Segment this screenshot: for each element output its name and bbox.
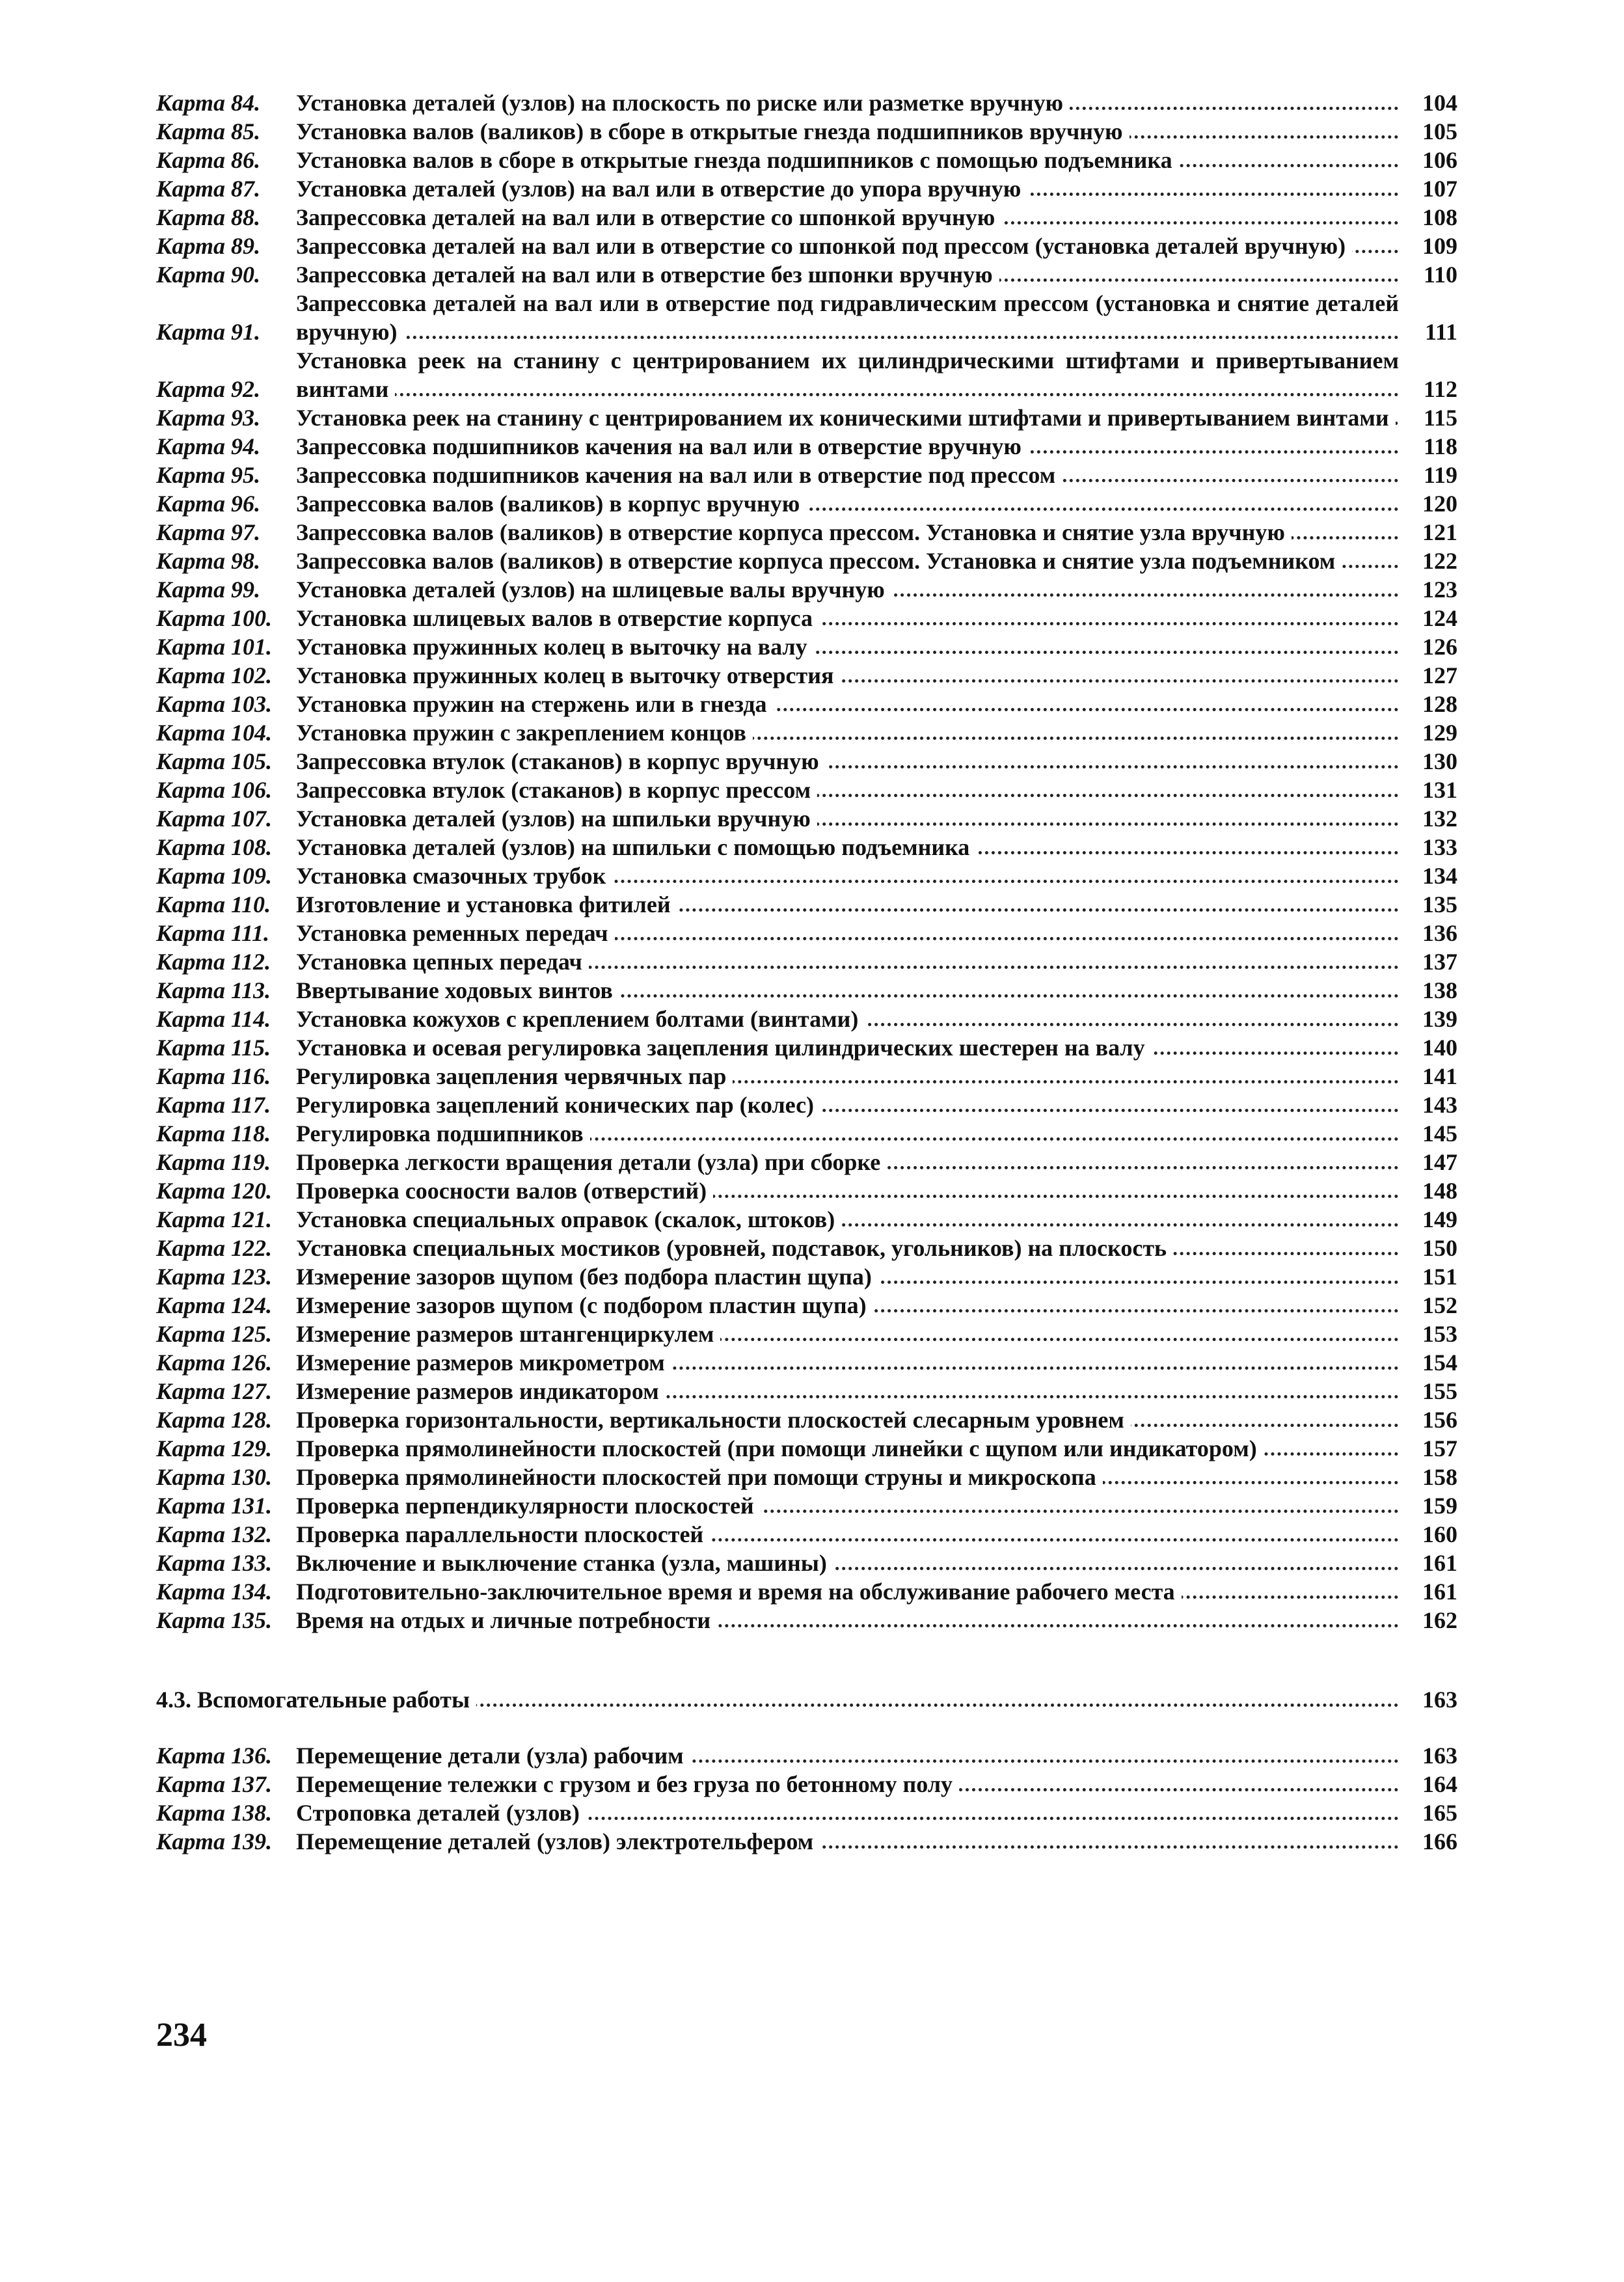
toc-entry-label: Карта 115. bbox=[156, 1035, 271, 1061]
toc-list-auxiliary bbox=[156, 1741, 1457, 1856]
toc-entry-title bbox=[296, 776, 1399, 804]
toc-entry-title bbox=[296, 1491, 1399, 1520]
toc-entry-title bbox=[296, 890, 1399, 919]
toc-entry-title-text: Запрессовка деталей на вал или в отверстие со шпонкой под прессом (установка деталей вручную) bbox=[296, 233, 1352, 259]
toc-entry-label: Карта 102. bbox=[156, 662, 272, 688]
toc-entry-label: Карта 128. bbox=[156, 1407, 272, 1433]
toc-entry-label: Карта 139. bbox=[156, 1828, 272, 1854]
toc-entry-page-number: 139 bbox=[1422, 1006, 1457, 1032]
toc-entry bbox=[156, 1291, 1457, 1320]
toc-entry-page-number: 134 bbox=[1422, 863, 1457, 889]
toc-entry-page-number: 132 bbox=[1422, 806, 1457, 832]
toc-entry-title bbox=[296, 1406, 1399, 1434]
toc-entry-page-number: 112 bbox=[1423, 376, 1457, 402]
table-of-contents bbox=[156, 88, 1457, 1856]
toc-entry-title bbox=[296, 260, 1399, 289]
toc-entry-title-text: Регулировка зацепления червячных пар bbox=[296, 1063, 733, 1089]
toc-entry bbox=[156, 432, 1457, 461]
toc-entry-title bbox=[296, 976, 1399, 1005]
toc-entry-title-text: Проверка прямолинейности плоскостей (при помощи линейки с щупом или индикатором) bbox=[296, 1435, 1264, 1461]
toc-entry bbox=[156, 203, 1457, 232]
toc-entry-title-text: Измерение размеров индикатором bbox=[296, 1378, 666, 1404]
toc-entry-page-number: 120 bbox=[1422, 491, 1457, 517]
toc-entry bbox=[156, 117, 1457, 146]
toc-entry-title bbox=[296, 1005, 1399, 1033]
toc-entry-title bbox=[296, 547, 1399, 575]
toc-entry-title bbox=[296, 289, 1399, 346]
toc-entry-title-text: Запрессовка валов (валиков) в отверстие корпуса прессом. Установка и снятие узла подъемником bbox=[296, 548, 1342, 574]
toc-entry-title-text: Установка пружин на стержень или в гнезда bbox=[296, 691, 774, 717]
toc-entry-title-text: Запрессовка подшипников качения на вал или в отверстие вручную bbox=[296, 433, 1028, 459]
toc-entry-label: Карта 94. bbox=[156, 433, 260, 459]
toc-entry-title bbox=[296, 1377, 1399, 1406]
toc-entry-title bbox=[296, 1320, 1399, 1348]
toc-entry-label: Карта 137. bbox=[156, 1771, 272, 1797]
toc-entry-label: Карта 132. bbox=[156, 1521, 272, 1547]
toc-entry-page-number: 161 bbox=[1422, 1579, 1457, 1605]
toc-entry bbox=[156, 1119, 1457, 1148]
section-title-text: 4.3. Вспомогательные работы bbox=[156, 1687, 476, 1713]
toc-entry-title-text: Запрессовка валов (валиков) в отверстие корпуса прессом. Установка и снятие узла вручную bbox=[296, 519, 1292, 545]
toc-entry-title bbox=[296, 1119, 1399, 1148]
toc-entry-title bbox=[296, 833, 1399, 862]
toc-entry-label: Карта 92. bbox=[156, 376, 260, 402]
toc-entry-title bbox=[296, 1176, 1399, 1205]
toc-entry-label: Карта 126. bbox=[156, 1350, 272, 1376]
toc-entry bbox=[156, 804, 1457, 833]
toc-entry-title-text: Проверка легкости вращения детали (узла) при сборке bbox=[296, 1149, 887, 1175]
toc-entry bbox=[156, 1770, 1457, 1799]
toc-entry-page-number: 164 bbox=[1422, 1771, 1457, 1797]
toc-entry-title-text: Установка реек на станину с центрированием их цилиндрическими штифтами и привертыванием винтами bbox=[296, 347, 1399, 402]
toc-entry bbox=[156, 1434, 1457, 1463]
toc-entry-title-text: Запрессовка деталей на вал или в отверстие со шпонкой вручную bbox=[296, 204, 1001, 230]
toc-entry-label: Карта 89. bbox=[156, 233, 260, 259]
toc-entry-title bbox=[296, 1741, 1399, 1770]
toc-entry bbox=[156, 174, 1457, 203]
toc-entry-title-text: Установка специальных оправок (скалок, штоков) bbox=[296, 1206, 841, 1232]
toc-entry-page-number: 162 bbox=[1422, 1607, 1457, 1633]
section-page-number: 163 bbox=[1422, 1687, 1457, 1713]
toc-entry-page-number: 115 bbox=[1423, 405, 1457, 431]
toc-entry-label: Карта 111. bbox=[156, 920, 269, 946]
section-title bbox=[156, 1685, 1399, 1714]
toc-entry-title-text: Установка кожухов с креплением болтами (винтами) bbox=[296, 1006, 865, 1032]
toc-entry-title-text: Установка деталей (узлов) на шпильки вручную bbox=[296, 806, 817, 832]
toc-entry-label: Карта 124. bbox=[156, 1292, 272, 1318]
toc-entry-title bbox=[296, 747, 1399, 776]
toc-entry-label: Карта 120. bbox=[156, 1178, 272, 1204]
toc-entry-title bbox=[296, 1234, 1399, 1262]
toc-entry-page-number: 111 bbox=[1424, 319, 1457, 345]
toc-entry-label: Карта 138. bbox=[156, 1800, 272, 1826]
toc-entry bbox=[156, 1520, 1457, 1549]
toc-entry bbox=[156, 1148, 1457, 1176]
toc-entry-page-number: 105 bbox=[1422, 118, 1457, 144]
toc-entry-title bbox=[296, 604, 1399, 632]
toc-entry-label: Карта 91. bbox=[156, 319, 260, 345]
toc-entry-label: Карта 90. bbox=[156, 262, 260, 288]
toc-entry bbox=[156, 1491, 1457, 1520]
toc-entry-page-number: 110 bbox=[1423, 262, 1457, 288]
toc-entry bbox=[156, 146, 1457, 174]
toc-entry-page-number: 151 bbox=[1422, 1264, 1457, 1290]
page-number: 234 bbox=[156, 2017, 207, 2054]
toc-entry-title-text: Установка реек на станину с центрированием их коническими штифтами и привертыванием винтами bbox=[296, 405, 1396, 431]
toc-entry-label: Карта 127. bbox=[156, 1378, 272, 1404]
toc-entry-label: Карта 112. bbox=[156, 949, 271, 975]
toc-entry bbox=[156, 88, 1457, 117]
toc-entry bbox=[156, 1377, 1457, 1406]
toc-entry-page-number: 159 bbox=[1422, 1493, 1457, 1519]
toc-entry bbox=[156, 489, 1457, 518]
toc-entry-page-number: 147 bbox=[1422, 1149, 1457, 1175]
toc-entry-page-number: 138 bbox=[1422, 977, 1457, 1003]
toc-entry-label: Карта 103. bbox=[156, 691, 272, 717]
toc-entry bbox=[156, 575, 1457, 604]
toc-entry-label: Карта 97. bbox=[156, 519, 260, 545]
toc-entry-title-text: Перемещение деталей (узлов) электротельфером bbox=[296, 1828, 820, 1854]
toc-entry-page-number: 145 bbox=[1422, 1121, 1457, 1147]
toc-entry-page-number: 136 bbox=[1422, 920, 1457, 946]
toc-entry-title-text: Запрессовка втулок (стаканов) в корпус вручную bbox=[296, 748, 826, 774]
toc-entry-title-text: Запрессовка втулок (стаканов) в корпус прессом bbox=[296, 777, 817, 803]
toc-entry-page-number: 124 bbox=[1422, 605, 1457, 631]
toc-entry-title bbox=[296, 862, 1399, 890]
toc-entry-page-number: 127 bbox=[1422, 662, 1457, 688]
toc-entry-page-number: 143 bbox=[1422, 1092, 1457, 1118]
toc-entry-page-number: 119 bbox=[1423, 462, 1457, 488]
toc-entry-page-number: 123 bbox=[1422, 577, 1457, 603]
toc-entry bbox=[156, 1827, 1457, 1856]
toc-entry bbox=[156, 1176, 1457, 1205]
toc-entry-title bbox=[296, 1205, 1399, 1234]
toc-entry bbox=[156, 1463, 1457, 1491]
toc-entry-title-text: Установка валов в сборе в открытые гнезда подшипников с помощью подъемника bbox=[296, 147, 1179, 173]
toc-entry-title bbox=[296, 403, 1399, 432]
toc-entry-page-number: 137 bbox=[1422, 949, 1457, 975]
toc-entry-label: Карта 107. bbox=[156, 806, 272, 832]
toc-entry-label: Карта 136. bbox=[156, 1743, 272, 1769]
toc-entry-label: Карта 100. bbox=[156, 605, 272, 631]
toc-entry bbox=[156, 976, 1457, 1005]
toc-entry-title bbox=[296, 88, 1399, 117]
toc-entry-title-text: Измерение размеров микрометром bbox=[296, 1350, 671, 1376]
toc-entry-page-number: 131 bbox=[1422, 777, 1457, 803]
toc-entry-title bbox=[296, 1291, 1399, 1320]
toc-entry bbox=[156, 403, 1457, 432]
toc-entry-label: Карта 131. bbox=[156, 1493, 272, 1519]
toc-entry-title-text: Установка ременных передач bbox=[296, 920, 615, 946]
toc-entry-title-text: Проверка прямолинейности плоскостей при помощи струны и микроскопа bbox=[296, 1464, 1103, 1490]
toc-entry-label: Карта 99. bbox=[156, 577, 260, 603]
toc-entry bbox=[156, 1799, 1457, 1827]
toc-entry-title-text: Запрессовка деталей на вал или в отверстие под гидравлическим прессом (установка и снятие деталей вручную) bbox=[296, 290, 1399, 345]
toc-entry-label: Карта 109. bbox=[156, 863, 272, 889]
toc-entry-title-text: Ввертывание ходовых винтов bbox=[296, 977, 619, 1003]
toc-entry-label: Карта 130. bbox=[156, 1464, 272, 1490]
toc-entry-title-text: Строповка деталей (узлов) bbox=[296, 1800, 586, 1826]
toc-entry bbox=[156, 289, 1457, 346]
toc-entry-page-number: 118 bbox=[1423, 433, 1457, 459]
toc-entry-title-text: Установка деталей (узлов) на шлицевые валы вручную bbox=[296, 577, 891, 603]
toc-entry-label: Карта 133. bbox=[156, 1550, 272, 1576]
toc-entry-label: Карта 121. bbox=[156, 1206, 272, 1232]
toc-entry-label: Карта 106. bbox=[156, 777, 272, 803]
toc-entry-title bbox=[296, 1348, 1399, 1377]
toc-entry-title-text: Установка пружинных колец в выточку на валу bbox=[296, 634, 814, 660]
toc-entry-title bbox=[296, 690, 1399, 718]
toc-entry bbox=[156, 1262, 1457, 1291]
toc-entry bbox=[156, 661, 1457, 690]
toc-entry-label: Карта 135. bbox=[156, 1607, 272, 1633]
toc-entry-title bbox=[296, 661, 1399, 690]
toc-entry-title bbox=[296, 174, 1399, 203]
toc-entry-title-text: Проверка параллельности плоскостей bbox=[296, 1521, 710, 1547]
toc-entry bbox=[156, 1033, 1457, 1062]
toc-entry-title bbox=[296, 1033, 1399, 1062]
toc-entry-label: Карта 110. bbox=[156, 891, 271, 917]
toc-entry-title-text: Установка деталей (узлов) на плоскость по риске или разметке вручную bbox=[296, 90, 1070, 116]
toc-entry-page-number: 156 bbox=[1422, 1407, 1457, 1433]
toc-entry-title-text: Измерение зазоров щупом (с подбором пластин щупа) bbox=[296, 1292, 873, 1318]
toc-entry bbox=[156, 547, 1457, 575]
toc-entry-page-number: 126 bbox=[1422, 634, 1457, 660]
toc-entry-page-number: 166 bbox=[1422, 1828, 1457, 1854]
toc-entry-page-number: 150 bbox=[1422, 1235, 1457, 1261]
toc-entry-title-text: Регулировка подшипников bbox=[296, 1121, 590, 1147]
toc-entry-page-number: 149 bbox=[1422, 1206, 1457, 1232]
toc-entry-page-number: 153 bbox=[1422, 1321, 1457, 1347]
toc-entry-title-text: Проверка соосности валов (отверстий) bbox=[296, 1178, 713, 1204]
toc-entry-label: Карта 101. bbox=[156, 634, 272, 660]
toc-entry-label: Карта 104. bbox=[156, 720, 272, 746]
toc-entry-title-text: Регулировка зацеплений конических пар (колес) bbox=[296, 1092, 820, 1118]
toc-entry-page-number: 128 bbox=[1422, 691, 1457, 717]
toc-entry bbox=[156, 232, 1457, 260]
toc-entry bbox=[156, 1549, 1457, 1577]
toc-entry-title-text: Перемещение детали (узла) рабочим bbox=[296, 1743, 690, 1769]
toc-entry-title-text: Установка шлицевых валов в отверстие корпуса bbox=[296, 605, 819, 631]
toc-entry-title bbox=[296, 1434, 1399, 1463]
toc-entry bbox=[156, 747, 1457, 776]
toc-entry-page-number: 140 bbox=[1422, 1035, 1457, 1061]
toc-entry bbox=[156, 1234, 1457, 1262]
toc-entry bbox=[156, 1348, 1457, 1377]
toc-entry-page-number: 104 bbox=[1422, 90, 1457, 116]
toc-entry-label: Карта 113. bbox=[156, 977, 271, 1003]
toc-entry-page-number: 152 bbox=[1422, 1292, 1457, 1318]
toc-entry-label: Карта 88. bbox=[156, 204, 260, 230]
toc-entry-title bbox=[296, 1148, 1399, 1176]
toc-entry-title-text: Запрессовка подшипников качения на вал или в отверстие под прессом bbox=[296, 462, 1062, 488]
toc-entry-title-text: Перемещение тележки с грузом и без груза по бетонному полу bbox=[296, 1771, 959, 1797]
toc-entry-page-number: 133 bbox=[1422, 834, 1457, 860]
toc-entry bbox=[156, 1205, 1457, 1234]
toc-entry-title bbox=[296, 203, 1399, 232]
toc-entry-page-number: 106 bbox=[1422, 147, 1457, 173]
toc-entry-page-number: 130 bbox=[1422, 748, 1457, 774]
toc-entry bbox=[156, 1741, 1457, 1770]
toc-entry-title bbox=[296, 232, 1399, 260]
toc-entry-label: Карта 129. bbox=[156, 1435, 272, 1461]
toc-entry-page-number: 129 bbox=[1422, 720, 1457, 746]
toc-entry bbox=[156, 862, 1457, 890]
toc-entry-title bbox=[296, 1062, 1399, 1091]
toc-entry-label: Карта 119. bbox=[156, 1149, 271, 1175]
toc-entry bbox=[156, 1320, 1457, 1348]
toc-entry-title bbox=[296, 1520, 1399, 1549]
toc-entry bbox=[156, 890, 1457, 919]
toc-entry bbox=[156, 776, 1457, 804]
toc-entry-page-number: 148 bbox=[1422, 1178, 1457, 1204]
toc-entry-title-text: Включение и выключение станка (узла, машины) bbox=[296, 1550, 833, 1576]
toc-entry-title-text: Установка и осевая регулировка зацепления цилиндрических шестерен на валу bbox=[296, 1035, 1152, 1061]
toc-entry-title bbox=[296, 1827, 1399, 1856]
toc-entry-page-number: 163 bbox=[1422, 1743, 1457, 1769]
toc-entry-title-text: Установка смазочных трубок bbox=[296, 863, 612, 889]
toc-entry-page-number: 121 bbox=[1422, 519, 1457, 545]
toc-entry bbox=[156, 604, 1457, 632]
toc-entry-label: Карта 125. bbox=[156, 1321, 272, 1347]
toc-entry-title-text: Запрессовка валов (валиков) в корпус вручную bbox=[296, 491, 806, 517]
toc-entry-title bbox=[296, 1262, 1399, 1291]
toc-entry bbox=[156, 690, 1457, 718]
toc-entry-label: Карта 108. bbox=[156, 834, 272, 860]
toc-entry-title bbox=[296, 804, 1399, 833]
toc-entry-label: Карта 122. bbox=[156, 1235, 272, 1261]
toc-entry-page-number: 157 bbox=[1422, 1435, 1457, 1461]
toc-entry-title-text: Измерение зазоров щупом (без подбора пластин щупа) bbox=[296, 1264, 878, 1290]
toc-entry-page-number: 160 bbox=[1422, 1521, 1457, 1547]
toc-entry-title bbox=[296, 432, 1399, 461]
toc-entry-title-text: Установка специальных мостиков (уровней, подставок, угольников) на плоскость bbox=[296, 1235, 1173, 1261]
toc-entry-page-number: 109 bbox=[1422, 233, 1457, 259]
toc-entry-title-text: Установка пружин с закреплением концов bbox=[296, 720, 753, 746]
toc-entry-title bbox=[296, 117, 1399, 146]
toc-entry-label: Карта 117. bbox=[156, 1092, 271, 1118]
toc-entry-title bbox=[296, 632, 1399, 661]
toc-entry-label: Карта 105. bbox=[156, 748, 272, 774]
toc-entry-label: Карта 123. bbox=[156, 1264, 272, 1290]
toc-entry-title bbox=[296, 718, 1399, 747]
toc-entry bbox=[156, 260, 1457, 289]
toc-entry-title bbox=[296, 518, 1399, 547]
toc-entry-title bbox=[296, 575, 1399, 604]
toc-entry bbox=[156, 1577, 1457, 1606]
toc-entry-label: Карта 114. bbox=[156, 1006, 271, 1032]
toc-entry-title-text: Изготовление и установка фитилей bbox=[296, 891, 677, 917]
toc-entry-title-text: Проверка перпендикулярности плоскостей bbox=[296, 1493, 761, 1519]
toc-entry-title bbox=[296, 1091, 1399, 1119]
toc-entry-label: Карта 85. bbox=[156, 118, 260, 144]
toc-entry-page-number: 122 bbox=[1422, 548, 1457, 574]
toc-entry-label: Карта 95. bbox=[156, 462, 260, 488]
toc-entry bbox=[156, 1005, 1457, 1033]
toc-entry-title-text: Установка валов (валиков) в сборе в открытые гнезда подшипников вручную bbox=[296, 118, 1130, 144]
toc-entry-label: Карта 134. bbox=[156, 1579, 272, 1605]
toc-entry bbox=[156, 1606, 1457, 1635]
toc-entry-title bbox=[296, 1770, 1399, 1799]
toc-entry-title bbox=[296, 1549, 1399, 1577]
toc-entry-title bbox=[296, 461, 1399, 489]
toc-entry-page-number: 135 bbox=[1422, 891, 1457, 917]
toc-entry bbox=[156, 947, 1457, 976]
toc-entry-page-number: 165 bbox=[1422, 1800, 1457, 1826]
toc-entry-title-text: Запрессовка деталей на вал или в отверстие без шпонки вручную bbox=[296, 262, 999, 288]
toc-entry bbox=[156, 833, 1457, 862]
toc-entry-page-number: 108 bbox=[1422, 204, 1457, 230]
toc-entry-title bbox=[296, 489, 1399, 518]
toc-entry bbox=[156, 1406, 1457, 1434]
toc-entry-title-text: Установка деталей (узлов) на вал или в отверстие до упора вручную bbox=[296, 176, 1027, 202]
toc-entry bbox=[156, 632, 1457, 661]
toc-entry-label: Карта 98. bbox=[156, 548, 260, 574]
toc-entry-label: Карта 96. bbox=[156, 491, 260, 517]
toc-entry-title-text: Проверка горизонтальности, вертикальности плоскостей слесарным уровнем bbox=[296, 1407, 1131, 1433]
toc-entry bbox=[156, 919, 1457, 947]
toc-entry-page-number: 154 bbox=[1422, 1350, 1457, 1376]
toc-entry-title bbox=[296, 1463, 1399, 1491]
section-heading bbox=[156, 1685, 1457, 1714]
toc-entry bbox=[156, 518, 1457, 547]
toc-entry-page-number: 141 bbox=[1422, 1063, 1457, 1089]
toc-entry-title-text: Установка деталей (узлов) на шпильки с помощью подъемника bbox=[296, 834, 976, 860]
toc-entry-title bbox=[296, 346, 1399, 403]
toc-entry-title bbox=[296, 1577, 1399, 1606]
toc-entry-page-number: 155 bbox=[1422, 1378, 1457, 1404]
toc-entry bbox=[156, 718, 1457, 747]
toc-entry-title-text: Установка цепных передач bbox=[296, 949, 589, 975]
toc-entry-label: Карта 87. bbox=[156, 176, 260, 202]
toc-entry-title-text: Подготовительно-заключительное время и время на обслуживание рабочего места bbox=[296, 1579, 1182, 1605]
toc-entry-title-text: Установка пружинных колец в выточку отверстия bbox=[296, 662, 840, 688]
toc-entry bbox=[156, 461, 1457, 489]
toc-entry-page-number: 107 bbox=[1422, 176, 1457, 202]
toc-entry-title-text: Время на отдых и личные потребности bbox=[296, 1607, 717, 1633]
toc-list-main bbox=[156, 88, 1457, 1635]
toc-entry-label: Карта 116. bbox=[156, 1063, 271, 1089]
toc-entry bbox=[156, 346, 1457, 403]
toc-entry-label: Карта 86. bbox=[156, 147, 260, 173]
toc-entry bbox=[156, 1062, 1457, 1091]
toc-entry-page-number: 161 bbox=[1422, 1550, 1457, 1576]
toc-entry-title-text: Измерение размеров штангенциркулем bbox=[296, 1321, 720, 1347]
toc-entry-title bbox=[296, 146, 1399, 174]
toc-entry bbox=[156, 1091, 1457, 1119]
toc-entry-title bbox=[296, 1606, 1399, 1635]
toc-entry-title bbox=[296, 919, 1399, 947]
toc-entry-title bbox=[296, 1799, 1399, 1827]
toc-entry-page-number: 158 bbox=[1422, 1464, 1457, 1490]
toc-entry-label: Карта 118. bbox=[156, 1121, 271, 1147]
toc-entry-label: Карта 84. bbox=[156, 90, 260, 116]
toc-entry-title bbox=[296, 947, 1399, 976]
toc-entry-label: Карта 93. bbox=[156, 405, 260, 431]
